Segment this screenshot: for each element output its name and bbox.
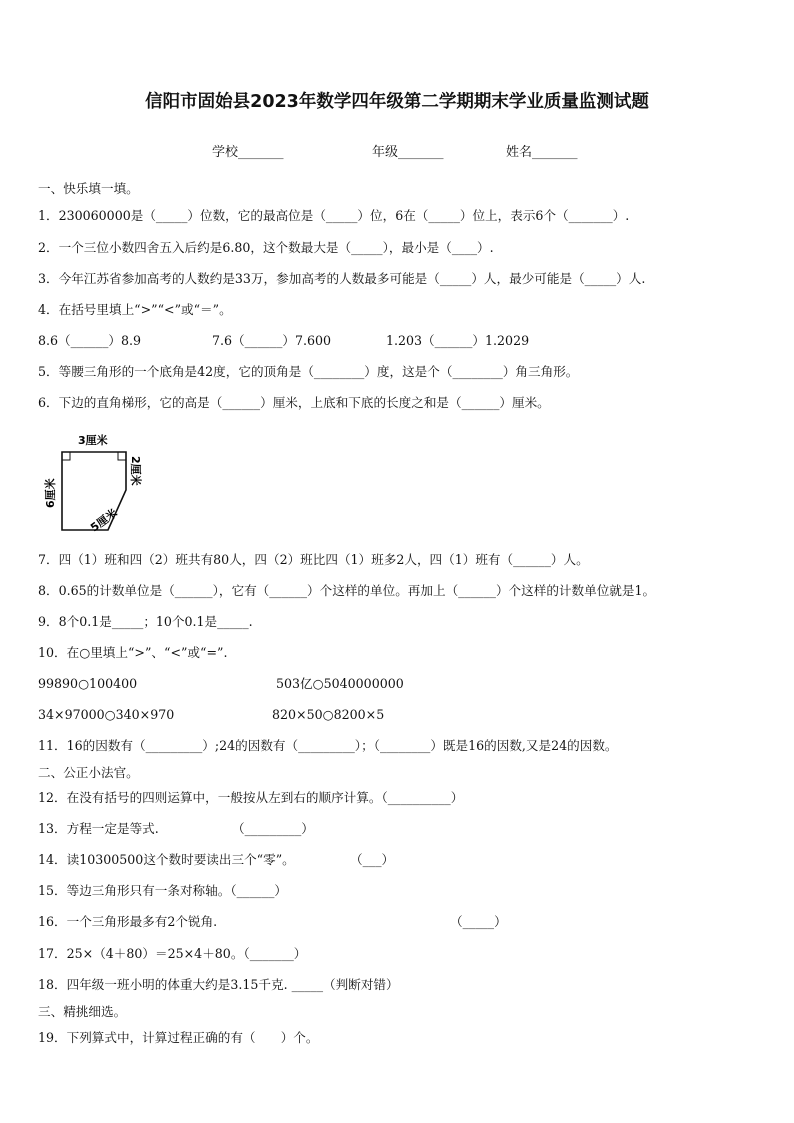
top-label: 3厘米 [78, 434, 108, 447]
question-17: 17．25×（4＋80）＝25×4＋80。（_______） [38, 946, 307, 961]
grade-field: 年级_______ [372, 145, 444, 160]
right-label: 2厘米 [129, 456, 142, 486]
question-4: 4．在括号里填上“>”“<”或“＝”。 [38, 302, 232, 317]
question-19: 19．下列算式中，计算过程正确的有（ ）个。 [38, 1030, 319, 1045]
page-title: 信阳市固始县2023年数学四年级第二学期期末学业质量监测试题 [145, 92, 649, 112]
question-8: 8．0.65的计数单位是（______），它有（______）个这样的单位。再加上（______）个这样的计数单位就是1。 [38, 583, 656, 598]
question-11: 11．16的因数有（_________）;24的因数有（_________）；（________）既是16的因数,又是24的因数。 [38, 738, 618, 753]
q10-item-2: 503亿○5040000000 [276, 676, 404, 691]
q10-item-1: 99890○100400 [38, 676, 138, 691]
left-label: 6厘米 [44, 478, 57, 508]
q4-item-1: 8.6（______）8.9 [38, 333, 142, 348]
question-14: 14．读10300500这个数时要读出三个“零”。 [38, 852, 295, 867]
question-13: 13．方程一定是等式. [38, 821, 159, 836]
question-1: 1．230060000是（_____）位数，它的最高位是（_____）位，6在（_____）位上，表示6个（_______）. [38, 208, 630, 223]
question-9: 9．8个0.1是_____；10个0.1是_____. [38, 614, 253, 629]
question-7: 7．四（1）班和四（2）班共有80人，四（2）班比四（1）班多2人，四（1）班有（______）人。 [38, 552, 589, 567]
question-12: 12．在没有括号的四则运算中，一般按从左到右的顺序计算。（__________） [38, 790, 464, 805]
q14-answer-blank: （___） [350, 852, 395, 867]
q13-answer-blank: （_________） [232, 821, 314, 836]
question-15: 15．等边三角形只有一条对称轴。（______） [38, 883, 288, 898]
section-heading-1: 一、快乐填一填。 [38, 181, 139, 196]
q4-item-3: 1.203（______）1.2029 [386, 333, 530, 348]
q4-item-2: 7.6（______）7.600 [212, 333, 332, 348]
question-2: 2．一个三位小数四舍五入后约是6.80，这个数最大是（_____），最小是（____）. [38, 240, 494, 255]
question-5: 5．等腰三角形的一个底角是42度，它的顶角是（________）度，这是个（________）角三角形。 [38, 364, 579, 379]
question-6: 6．下边的直角梯形，它的高是（______）厘米，上底和下底的长度之和是（______）厘米。 [38, 395, 550, 410]
right-trapezoid-figure [38, 430, 148, 540]
q10-item-4: 820×50○8200×5 [272, 707, 385, 722]
school-field: 学校_______ [212, 145, 284, 160]
section-heading-2: 二、公正小法官。 [38, 765, 139, 780]
section-heading-3: 三、精挑细选。 [38, 1004, 127, 1019]
slant-label: 5厘米 [88, 506, 120, 535]
q16-answer-blank: （_____） [450, 914, 507, 929]
question-10: 10．在○里填上“>”、“<”或“=”. [38, 645, 228, 660]
question-18: 18．四年级一班小明的体重大约是3.15千克. _____（判断对错） [38, 977, 399, 992]
question-16: 16．一个三角形最多有2个锐角. [38, 914, 218, 929]
name-field: 姓名_______ [506, 145, 578, 160]
question-3: 3．今年江苏省参加高考的人数约是33万，参加高考的人数最多可能是（_____）人，最少可能是（_____）人. [38, 271, 646, 286]
q10-item-3: 34×97000○340×970 [38, 707, 175, 722]
